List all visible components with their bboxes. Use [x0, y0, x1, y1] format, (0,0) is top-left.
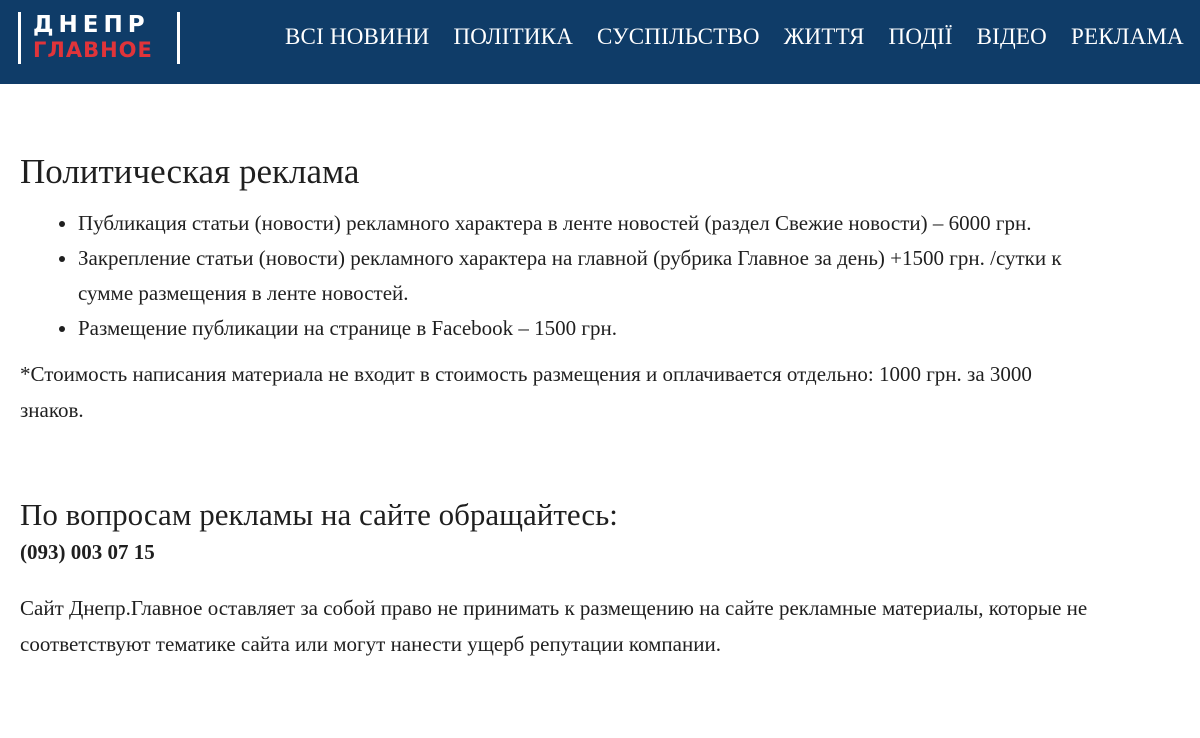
contact-phone: (093) 003 07 15 — [20, 540, 155, 564]
nav-item-ads[interactable]: РЕКЛАМА — [1070, 24, 1184, 49]
list-item: • Закрепление статьи (новости) рекламного характера на главной (рубрика Главное за день) +1500 грн. /сутки к сумме размещения в ленте новостей. — [78, 241, 1100, 311]
site-header — [0, 0, 1200, 84]
disclaimer-text: Сайт Днепр.Главное оставляет за собой право не принимать к размещению на сайте рекламные материалы, которые не соответствуют тематике сайта или могут нанести ущерб репутации компании. — [20, 596, 1088, 656]
nav-item-video[interactable]: ВІДЕО — [976, 24, 1047, 49]
page-title: Политическая реклама — [20, 152, 360, 191]
cost-note: *Стоимость написания материала не входит в стоимость размещения и оплачивается отдельно: 1000 грн. за 3000 знаков. — [20, 362, 1032, 422]
site-logo[interactable] — [18, 12, 180, 64]
main-nav — [285, 22, 1200, 52]
list-item: • Размещение публикации на странице в Facebook – 1500 грн. — [78, 311, 1100, 346]
nav-item-events[interactable]: ПОДІЇ — [888, 24, 953, 49]
contact-heading: По вопросам рекламы на сайте обращайтесь: — [20, 497, 618, 532]
page-content — [20, 150, 1100, 662]
list-item: • Публикация статьи (новости) рекламного характера в ленте новостей (раздел Свежие новости) – 6000 грн. — [78, 206, 1100, 241]
nav-item-life[interactable]: ЖИТТЯ — [783, 24, 865, 49]
nav-item-all-news[interactable]: ВСІ НОВИНИ — [285, 24, 430, 49]
logo-text-bottom: ГЛАВНОЕ — [33, 38, 153, 62]
nav-item-society[interactable]: СУСПІЛЬСТВО — [597, 24, 760, 49]
price-list — [20, 206, 1100, 346]
logo-text-top: ДНЕПР — [33, 12, 150, 38]
nav-item-politics[interactable]: ПОЛІТИКА — [453, 24, 574, 49]
